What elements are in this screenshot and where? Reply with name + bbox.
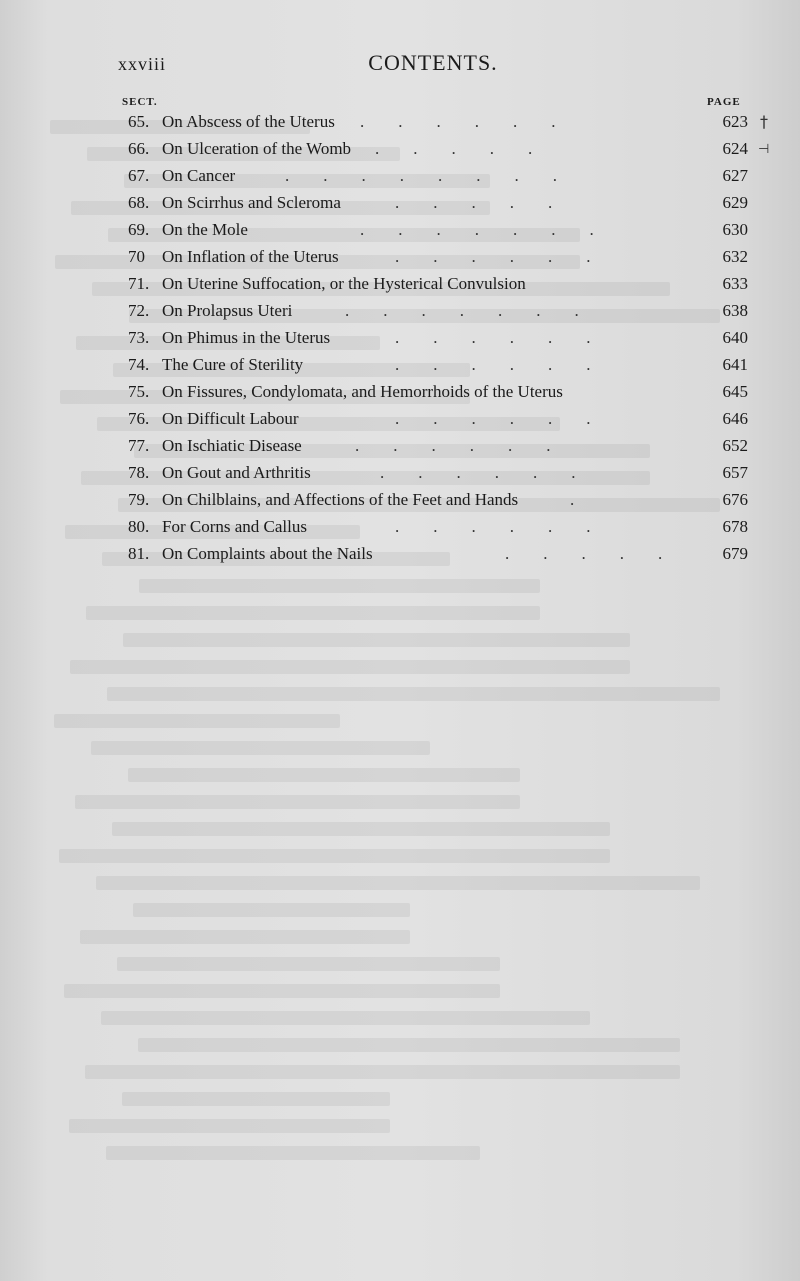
- page-number-cell: 630: [722, 220, 748, 239]
- section-number: 75.: [128, 382, 150, 401]
- toc-entry: [128, 463, 748, 489]
- section-number: 71.: [128, 274, 150, 293]
- toc-entry: [128, 193, 748, 219]
- page-number-cell: 623: [722, 112, 748, 131]
- section-number: 77.: [128, 436, 150, 455]
- toc-entry: [128, 355, 748, 381]
- page-number-cell: 624: [722, 139, 748, 158]
- dot-leader: . . . . .: [505, 544, 663, 563]
- show-through-line: [75, 795, 520, 809]
- section-number: 74.: [128, 355, 150, 374]
- show-through-line: [133, 903, 410, 917]
- page-number-cell: 645: [722, 382, 748, 401]
- margin-mark-tick: ⊣: [758, 142, 770, 157]
- toc-entry: [128, 382, 748, 408]
- margin-mark-dagger: †: [760, 112, 768, 131]
- section-title: On Phimus in the Uterus: [162, 328, 331, 347]
- show-through-line: [54, 714, 340, 728]
- toc-entry: [128, 220, 748, 246]
- toc-entry: [128, 544, 748, 570]
- section-number: 67.: [128, 166, 150, 185]
- show-through-line: [85, 1065, 680, 1079]
- show-through-line: [122, 1092, 390, 1106]
- section-number: 72.: [128, 301, 150, 320]
- page-number-cell: 633: [722, 274, 748, 293]
- show-through-line: [86, 606, 540, 620]
- section-title: On Gout and Arthritis: [162, 463, 311, 482]
- page-number-cell: 678: [722, 517, 748, 536]
- section-number: 73.: [128, 328, 150, 347]
- page-number-cell: 641: [722, 355, 748, 374]
- toc-entry: [128, 328, 748, 354]
- show-through-line: [107, 687, 720, 701]
- show-through-line: [80, 930, 410, 944]
- section-title: On Ischiatic Disease: [162, 436, 302, 455]
- dot-leader: . . . . . .: [395, 247, 591, 266]
- show-through-line: [69, 1119, 390, 1133]
- dot-leader: . . . . . .: [395, 328, 591, 347]
- section-number: 79.: [128, 490, 150, 509]
- section-number: 68.: [128, 193, 150, 212]
- show-through-line: [59, 849, 610, 863]
- section-title: The Cure of Sterility: [162, 355, 304, 374]
- section-title: On Ulceration of the Womb: [162, 139, 352, 158]
- section-title: On Fissures, Condylomata, and Hemorrhoids of the Uterus: [162, 382, 563, 401]
- page-number-cell: 632: [722, 247, 748, 266]
- page-number-cell: 652: [722, 436, 748, 455]
- show-through-line: [117, 957, 500, 971]
- toc-entry: [128, 166, 748, 192]
- section-title: For Corns and Callus: [162, 517, 307, 536]
- section-number: 69.: [128, 220, 150, 239]
- dot-leader: . . . . .: [375, 139, 533, 158]
- section-title: On Difficult Labour: [162, 409, 299, 428]
- dot-leader: .: [570, 490, 575, 509]
- dot-leader: . . . . . .: [395, 355, 591, 374]
- section-number: 70: [128, 247, 145, 266]
- section-number: 81.: [128, 544, 150, 563]
- dot-leader: . . . . .: [395, 193, 553, 212]
- dot-leader: . . . . . .: [395, 409, 591, 428]
- show-through-line: [138, 1038, 680, 1052]
- page-number-cell: 646: [722, 409, 748, 428]
- page-number-cell: 627: [722, 166, 748, 185]
- page-number-cell: 657: [722, 463, 748, 482]
- page-header: [118, 50, 748, 80]
- section-number: 65.: [128, 112, 150, 131]
- section-number: 66.: [128, 139, 150, 158]
- dot-leader: . . . . . .: [355, 436, 551, 455]
- show-through-line: [112, 822, 610, 836]
- section-title: On Complaints about the Nails: [162, 544, 373, 563]
- show-through-line: [106, 1146, 480, 1160]
- section-number: 80.: [128, 517, 150, 536]
- show-through-line: [128, 768, 520, 782]
- section-title: On Abscess of the Uterus: [162, 112, 335, 131]
- show-through-line: [96, 876, 700, 890]
- toc-entry: [128, 247, 748, 273]
- section-title: On Prolapsus Uteri: [162, 301, 293, 320]
- page-number-cell: 640: [722, 328, 748, 347]
- show-through-line: [101, 1011, 590, 1025]
- toc-entry: [128, 517, 748, 543]
- toc-entry: [128, 139, 748, 165]
- show-through-line: [139, 579, 540, 593]
- page-number: xxviii: [118, 54, 167, 74]
- section-title: On Cancer: [162, 166, 236, 185]
- dot-leader: . . . . . . . .: [285, 166, 557, 185]
- page-title: CONTENTS.: [368, 50, 498, 75]
- section-title: On Chilblains, and Affections of the Feet and Hands: [162, 490, 519, 509]
- toc-entry: [128, 274, 748, 300]
- page-column-heading: PAGE: [707, 96, 741, 108]
- section-title: On the Mole: [162, 220, 248, 239]
- show-through-line: [64, 984, 500, 998]
- dot-leader: . . . . . .: [380, 463, 576, 482]
- toc-entry: [128, 490, 748, 516]
- section-number: 78.: [128, 463, 150, 482]
- section-title: On Uterine Suffocation, or the Hysterical Convulsion: [162, 274, 526, 293]
- dot-leader: . . . . . . .: [360, 220, 594, 239]
- toc-entry: [128, 409, 748, 435]
- section-column-heading: SECT.: [122, 96, 158, 108]
- toc-entry: [128, 301, 748, 327]
- section-title: On Inflation of the Uterus: [162, 247, 339, 266]
- section-title: On Scirrhus and Scleroma: [162, 193, 341, 212]
- page-number-cell: 679: [722, 544, 748, 563]
- toc-entry: [128, 112, 748, 138]
- page-number-cell: 638: [722, 301, 748, 320]
- show-through-line: [123, 633, 630, 647]
- show-through-line: [70, 660, 630, 674]
- page-number-cell: 676: [722, 490, 748, 509]
- dot-leader: . . . . . .: [395, 517, 591, 536]
- dot-leader: . . . . . . .: [345, 301, 579, 320]
- page-number-cell: 629: [722, 193, 748, 212]
- toc-entry: [128, 436, 748, 462]
- show-through-line: [91, 741, 430, 755]
- section-number: 76.: [128, 409, 150, 428]
- dot-leader: . . . . . .: [360, 112, 556, 131]
